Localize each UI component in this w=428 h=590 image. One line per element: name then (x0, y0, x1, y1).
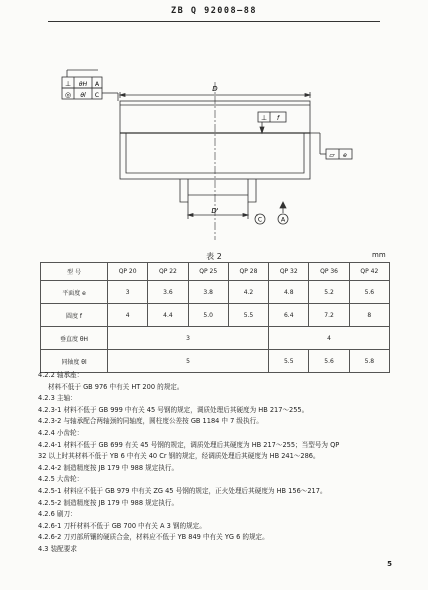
model-cell: QP 25 (188, 263, 228, 281)
row-label: 平面度 e (41, 281, 108, 304)
table-header-row (41, 263, 390, 281)
spec-table (40, 262, 390, 373)
table-row (41, 304, 390, 327)
text-line: 4.2.3-1 材料不低于 GB 999 中有关 45 号钢的规定，调质处理后其硬度为 HB 217～255。 (38, 405, 309, 414)
table-unit: mm (372, 251, 386, 259)
text-line: 4.2.4-2 制造精度按 JB 179 中 988 规定执行。 (38, 463, 179, 472)
text-line: 4.2.5-1 材料应不低于 GB 979 中有关 ZG 45 号钢的规定，正火处理后其硬度为 HB 156～217。 (38, 486, 327, 495)
datum-a-label: A (280, 216, 286, 224)
table-cell: 5.0 (188, 304, 228, 327)
text-line: 4.2.6-1 刀杆材料不低于 GB 700 中有关 A 3 钢的规定。 (38, 521, 206, 530)
table-cell: 4 (269, 327, 390, 350)
table-cell: 5.5 (228, 304, 268, 327)
dimension-d1-label: D' (211, 207, 219, 215)
fcf1-symbol: ⊥ (64, 80, 72, 88)
fcf1-tolerance: θH (78, 81, 88, 88)
text-line: 4.3 装配要求 (38, 544, 77, 553)
text-line: 4.2.3-2 与轴承配合两轴颈的同轴度，圆柱度公差按 GB 1184 中 7 级执行。 (38, 417, 263, 426)
table-cell: 5 (108, 350, 269, 373)
row-label: 圆度 f (41, 304, 108, 327)
fcf2-symbol: ◎ (64, 91, 72, 99)
text-line: 4.2.4 小齿轮： (38, 428, 84, 437)
table-cell: 3.8 (188, 281, 228, 304)
header-label: 型 号 (41, 263, 108, 281)
standard-number: ZB Q 92008—88 (170, 6, 258, 16)
model-cell: QP 22 (148, 263, 188, 281)
table-cell: 7.2 (309, 304, 349, 327)
table-cell: 4 (108, 304, 148, 327)
table-cell: 4.4 (148, 304, 188, 327)
table-cell: 4.8 (269, 281, 309, 304)
table-row (41, 281, 390, 304)
text-line: 材料不低于 GB 976 中有关 HT 200 的规定。 (48, 382, 184, 391)
table-cell: 5.6 (309, 350, 349, 373)
fcf2-datum: C (94, 92, 100, 99)
row-label: 垂直度 θH (41, 327, 108, 350)
model-cell: QP 28 (228, 263, 268, 281)
technical-drawing (0, 0, 428, 250)
model-cell: QP 42 (349, 263, 389, 281)
perp-tolerance: f (276, 115, 280, 122)
text-line: 4.2.6 刷刀： (38, 510, 77, 519)
text-line: 4.2.4-1 材料不低于 GB 699 有关 45 号钢的规定，调质处理后其硬度为 HB 217～255；当型号为 QP (38, 440, 340, 449)
model-cell: QP 20 (108, 263, 148, 281)
datum-c-label: C (257, 216, 263, 224)
table-cell: 5.2 (309, 281, 349, 304)
table-cell: 6.4 (269, 304, 309, 327)
text-line: 4.2.5 大齿轮： (38, 475, 84, 484)
perp-symbol: ⊥ (260, 114, 268, 122)
table-cell: 5.6 (349, 281, 389, 304)
text-line: 4.2.3 主轴： (38, 394, 77, 403)
table-cell: 5.5 (269, 350, 309, 373)
row-label: 同轴度 θl (41, 350, 108, 373)
flat-tolerance: e (343, 152, 347, 159)
body-text (38, 370, 403, 556)
table-cell: 4.2 (228, 281, 268, 304)
dimension-d-label: D (212, 85, 218, 93)
table-cell: 3 (108, 327, 269, 350)
table-cell: 3 (108, 281, 148, 304)
page-number: 5 (387, 560, 392, 568)
table-cell: 5.8 (349, 350, 389, 373)
fcf1-datum: A (94, 81, 100, 88)
table-cell: 8 (349, 304, 389, 327)
table-caption: 表 2 (206, 252, 222, 261)
table-cell: 3.6 (148, 281, 188, 304)
flat-symbol: ▱ (329, 151, 335, 159)
table-row (41, 327, 390, 350)
fcf2-tolerance: θl (80, 92, 86, 99)
text-line: 4.2.6-2 刀刃部所镶的硬质合金，材料应不低于 YB 849 中有关 YG 6 的规定。 (38, 533, 269, 542)
text-line: 4.2.2 轴承座： (38, 371, 84, 379)
text-line: 4.2.5-2 制造精度按 JB 179 中 988 规定执行。 (38, 498, 179, 507)
model-cell: QP 32 (269, 263, 309, 281)
model-cell: QP 36 (309, 263, 349, 281)
text-line: 32 以上时其材料不低于 YB 6 中有关 40 Cr 钢的规定，经调质处理后其硬度为 HB 241～286。 (38, 452, 320, 461)
